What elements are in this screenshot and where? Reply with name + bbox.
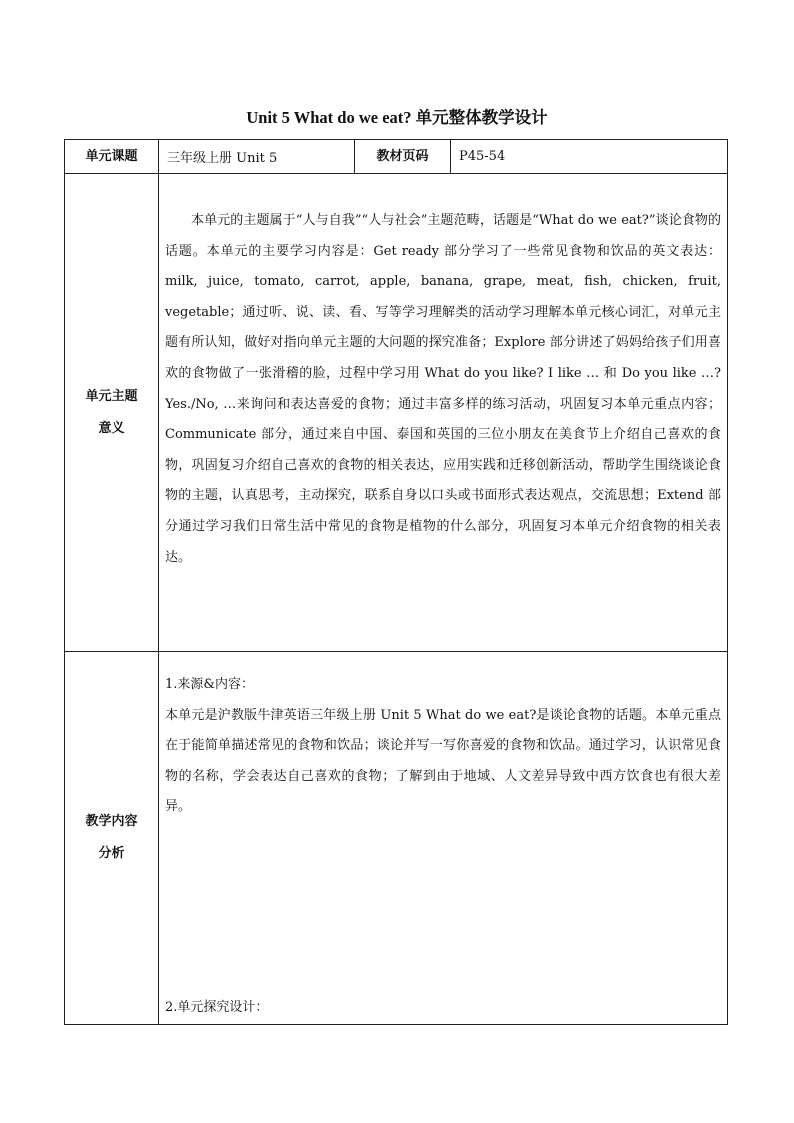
theme-label-line2: 意义 [98, 420, 125, 436]
table-row-content [65, 652, 728, 1025]
content-analysis-label [65, 652, 159, 1025]
inquiry-design-heading: 2.单元探究设计： [165, 1000, 269, 1016]
theme-significance-label [65, 174, 159, 652]
theme-label-line1: 单元主题 [85, 388, 138, 404]
content-label-line1: 教学内容 [85, 814, 138, 829]
table-row-topic [65, 140, 728, 174]
design-table [64, 139, 728, 1025]
content-analysis-text: 本单元是沪教版牛津英语三年级上册 Unit 5 What do we eat?是谈论食物的话题。本单元重点在于能简单描述常见的食物和饮品；谈论并写一写你喜爱的食物和饮品。通过学习，认识常见食物的名称，学会表达自己喜欢的食物；了解到由于地域、人文差异导致中西方饮食也有很大差异。 [165, 707, 721, 815]
content-heading: 1.来源&内容： [165, 677, 254, 692]
theme-significance-text: 本单元的主题属于“人与自我”“人与社会”主题范畴，话题是“What do we eat?”谈论食物的话题。本单元的主要学习内容是：Get ready 部分学习了一些常见食物和饮品的英文表达：milk, juice, tomato, carrot, apple, banana, grape, meat, fish, chicken, fruit, vegetable；通过听、说、读、看、写等学习理解类的活动学习理解本单元核心词汇，对单元主题有所认知，做好对指向单元主题的大问题的探究准备；Explore 部分讲述了妈妈给孩子们用喜欢的食物做了一张滑稽的脸，过程中学习用 What do you like? I like … 和 Do you like …? Yes./No, …来询问和表达喜爱的食物；通过丰富多样的练习活动，巩固复习本单元重点内容；Communicate 部分，通过来自中国、泰国和英国的三位小朋友在美食节上介绍自己喜欢的食物，巩固复习介绍自己喜欢的食物的相关表达，应用实践和迁移创新活动，帮助学生围绕谈论食物的主题，认真思考，主动探究，联系自身以口头或书面形式表达观点，交流思想；Extend 部分通过学习我们日常生活中常见的食物是植物的什么部分，巩固复习本单元介绍食物的相关表达。 [165, 213, 721, 565]
table-row-theme [65, 174, 728, 652]
page-title: Unit 5 What do we eat? 单元整体教学设计 [246, 108, 548, 127]
content-label-line2: 分析 [98, 846, 125, 861]
textbook-pages-value: P45-54 [459, 149, 506, 164]
textbook-pages-label: 教材页码 [355, 140, 451, 174]
unit-topic-label: 单元课题 [65, 140, 159, 174]
unit-topic-value: 三年级上册 Unit 5 [167, 151, 278, 166]
